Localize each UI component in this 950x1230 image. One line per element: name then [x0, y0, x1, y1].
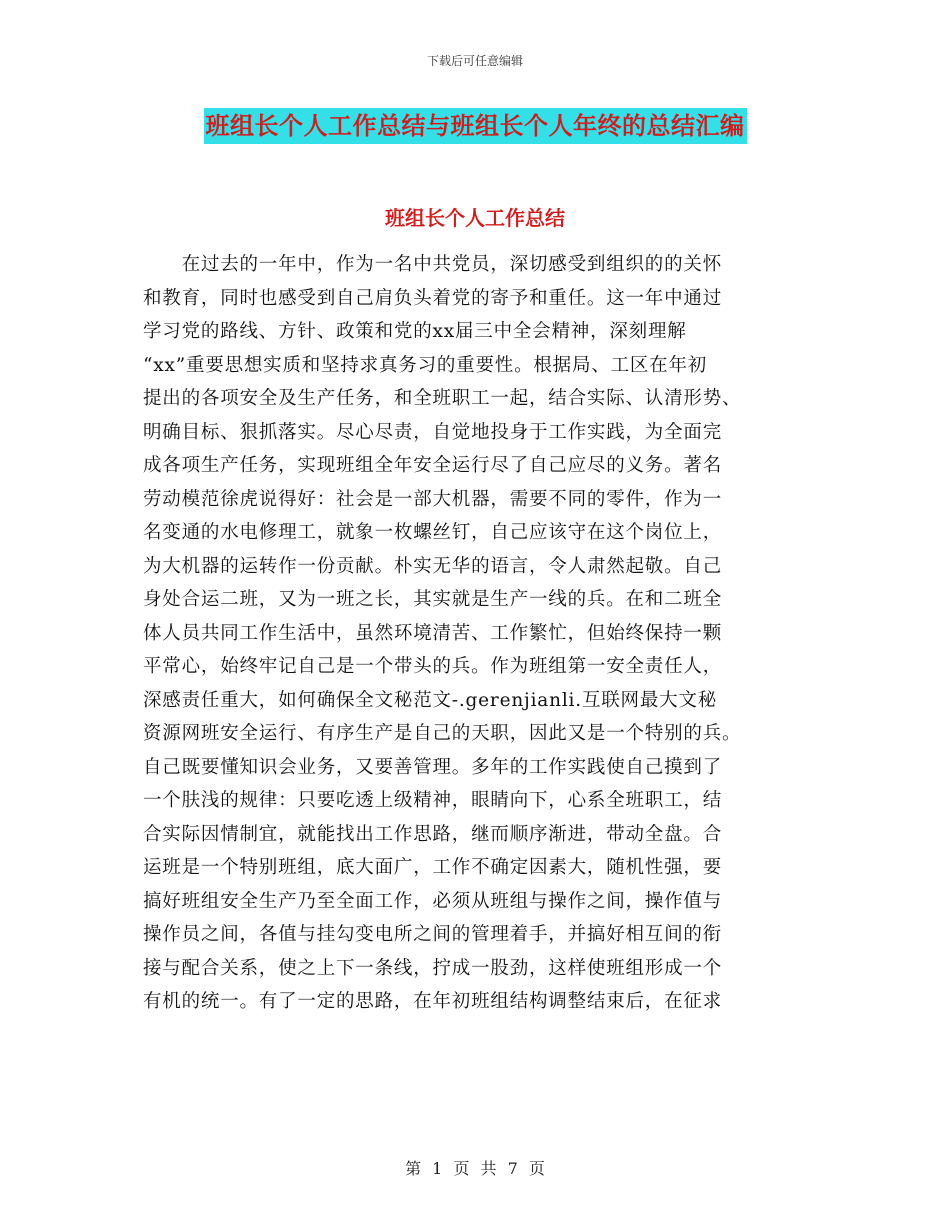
body-line: 体人员共同工作生活中，虽然环境清苦、工作繁忙，但始终保持一颗 [143, 622, 723, 644]
body-line: 资源网班安全运行、有序生产是自己的天职，因此又是一个特别的兵。 [143, 723, 742, 744]
body-line: “xx”重要思想实质和坚持求真务习的重要性。根据局、工区在年初 [143, 354, 708, 376]
body-text [143, 248, 805, 1019]
body-line: 平常心，始终牢记自己是一个带头的兵。作为班组第一安全责任人， [143, 656, 723, 677]
body-line: 操作员之间，各值与挂勾变电所之间的管理着手，并搞好相互间的衔 [143, 924, 723, 945]
body-line: 为大机器的运转作一份贡献。朴实无华的语言，令人肃然起敬。自己 [143, 555, 723, 577]
main-title: 班组长个人工作总结与班组长个人年终的总结汇编 [204, 108, 747, 144]
body-line: 身处合运二班，又为一班之长，其实就是生产一线的兵。在和二班全 [143, 589, 723, 610]
body-line: 接与配合关系，使之上下一条线，拧成一股劲，这样使班组形成一个 [143, 957, 723, 979]
main-title-wrap [0, 108, 950, 144]
section-title: 班组长个人工作总结 [385, 206, 565, 230]
body-line: 学习党的路线、方针、政策和党的xx届三中全会精神，深刻理解 [143, 321, 687, 342]
body-line: 深感责任重大，如何确保全文秘范文-.gerenjianli.互联网最大文秘 [143, 689, 718, 711]
body-line: 搞好班组安全生产乃至全面工作，必须从班组与操作之间，操作值与 [143, 890, 723, 912]
header-note: 下载后可任意编辑 [426, 54, 523, 68]
body-line: 提出的各项安全及生产任务，和全班职工一起，结合实际、认清形势、 [143, 388, 742, 409]
body-line: 运班是一个特别班组，底大面广，工作不确定因素大，随机性强，要 [143, 857, 723, 878]
body-line: 和教育，同时也感受到自己肩负头着党的寄予和重任。这一年中通过 [143, 287, 723, 309]
body-line: 明确目标、狠抓落实。尽心尽责，自觉地投身于工作实践，为全面完 [143, 421, 723, 443]
body-line: 名变通的水电修理工，就象一枚螺丝钉，自己应该守在这个岗位上， [143, 522, 723, 543]
body-line: 在过去的一年中，作为一名中共党员，深切感受到组织的的关怀 [143, 254, 723, 275]
body-line: 成各项生产任务，实现班组全年安全运行尽了自己应尽的义务。著名 [143, 455, 723, 476]
body-line: 有机的统一。有了一定的思路，在年初班组结构调整结束后，在征求 [143, 991, 723, 1012]
body-line: 劳动模范徐虎说得好：社会是一部大机器，需要不同的零件，作为一 [143, 488, 723, 510]
body-line: 合实际因情制宜，就能找出工作思路，继而顺序渐进，带动全盘。合 [143, 823, 723, 845]
body-line: 自己既要懂知识会业务，又要善管理。多年的工作实践使自己摸到了 [143, 756, 723, 778]
body-line: 一个肤浅的规律：只要吃透上级精神，眼睛向下，心系全班职工，结 [143, 790, 723, 811]
page-footer: 第 1 页 共 7 页 [405, 1159, 545, 1178]
